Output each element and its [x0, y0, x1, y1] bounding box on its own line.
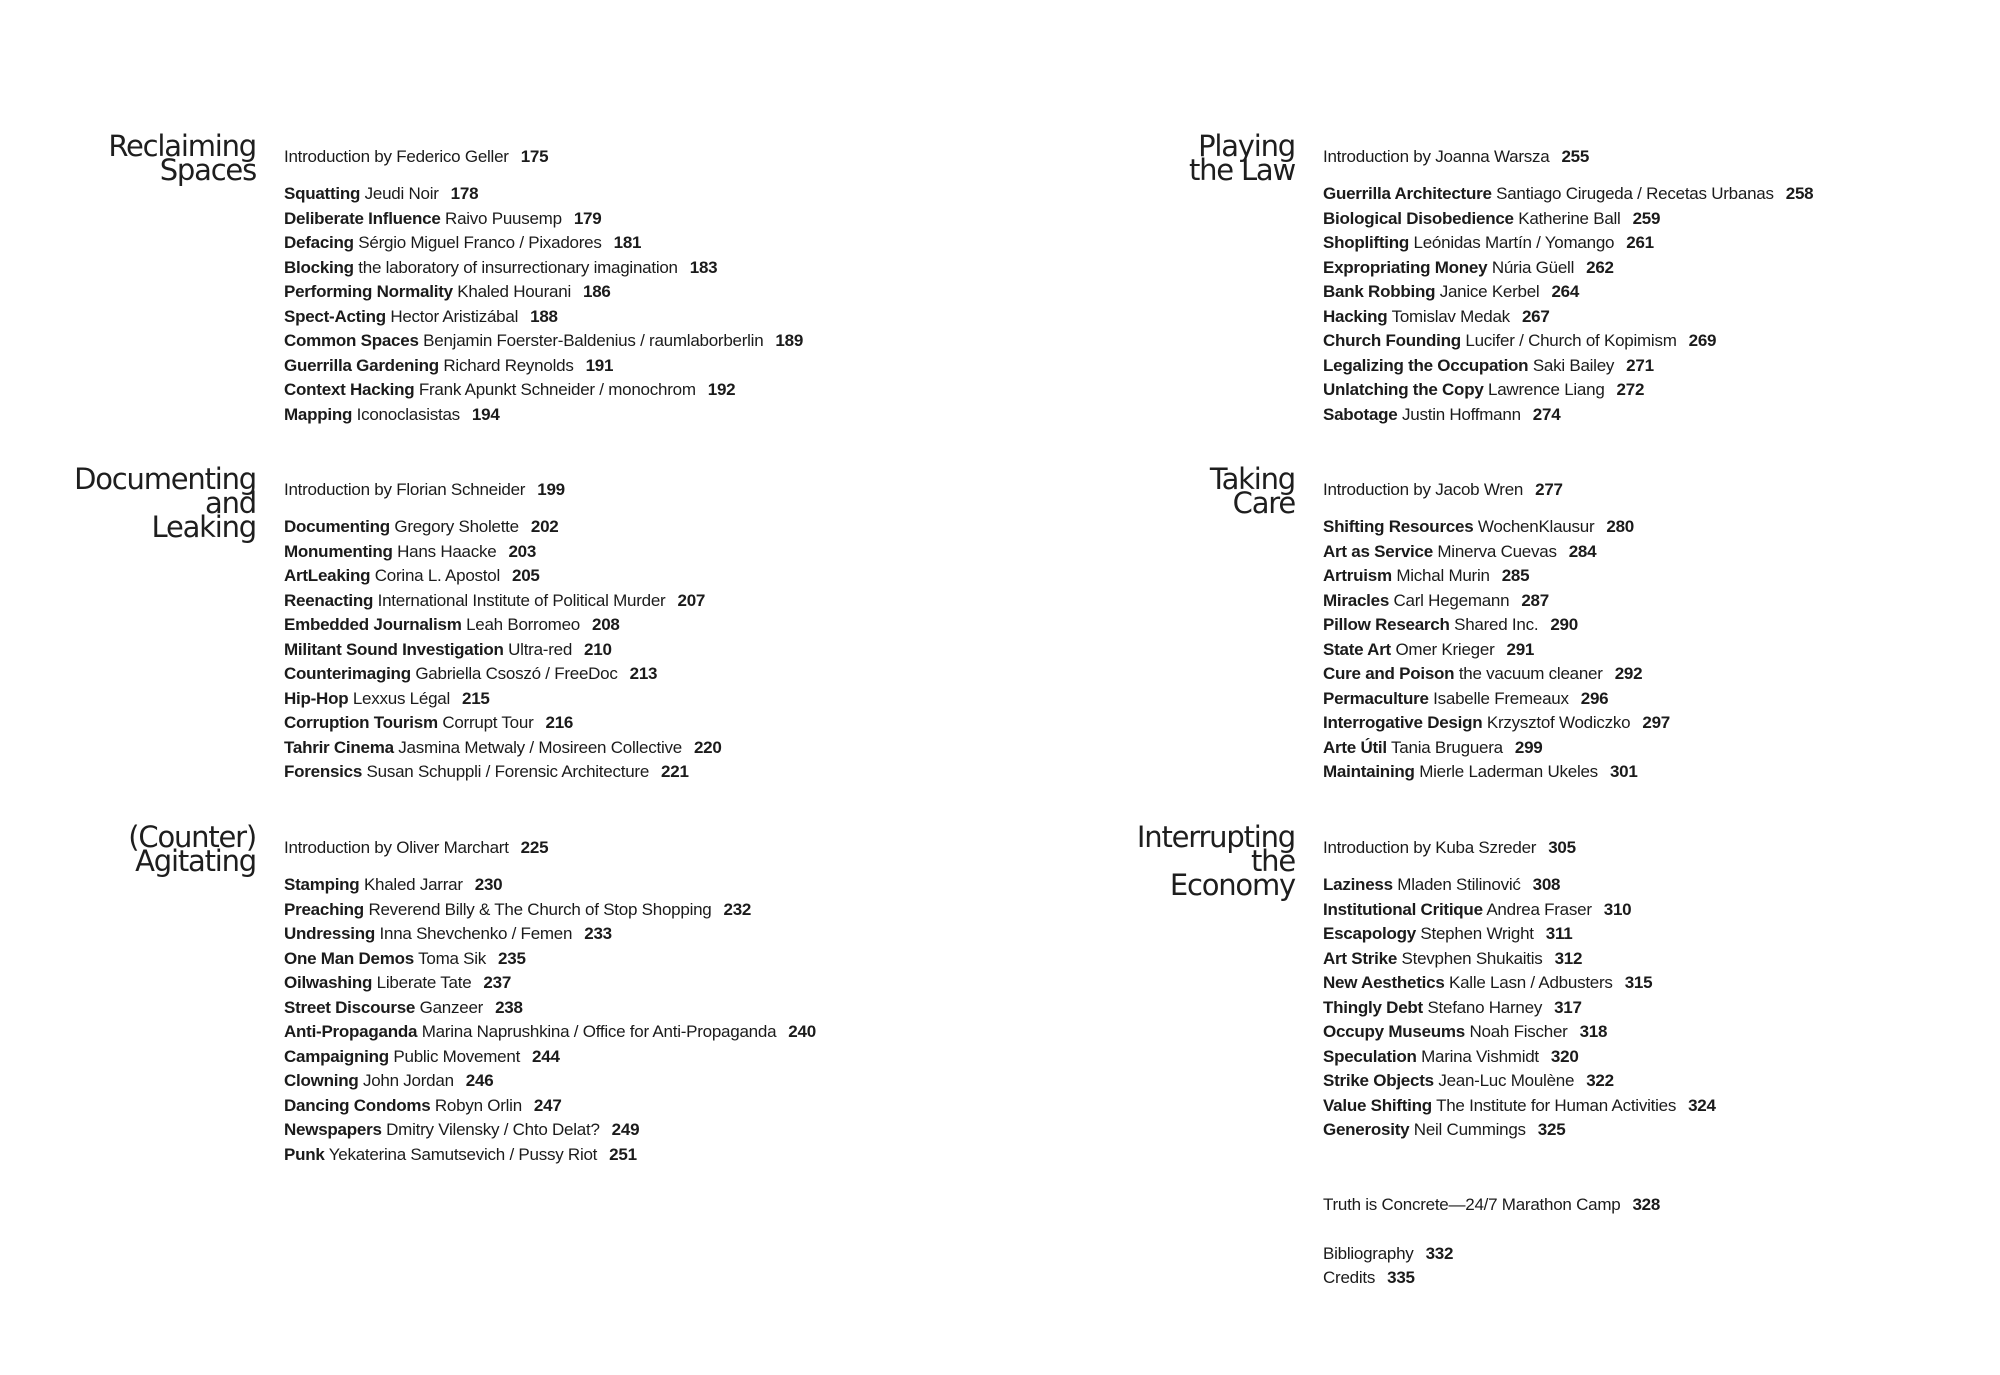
list-item: Thingly Debt Stefano Harney 317 [1323, 997, 1582, 1017]
section-intro: Introduction by Joanna Warsza 255 [1323, 147, 1590, 166]
list-item: Interrogative Design Krzysztof Wodiczko 297 [1323, 713, 1670, 732]
list-item: Value Shifting The Institute for Human Activities 324 [1323, 1095, 1716, 1115]
list-item: Defacing Sérgio Miguel Franco / Pixadores 181 [284, 233, 642, 252]
section-title: Playing the Law [1188, 129, 1295, 187]
list-item: Shoplifting Leónidas Martín / Yomango 261 [1323, 233, 1654, 252]
list-item: Street Discourse Ganzeer 238 [284, 997, 523, 1017]
toc-section-taking-care [1209, 462, 1963, 785]
list-item: Arte Útil Tania Bruguera 299 [1323, 737, 1543, 757]
list-item: Cure and Poison the vacuum cleaner 292 [1323, 664, 1643, 683]
list-item: Expropriating Money Núria Güell 262 [1323, 257, 1614, 277]
list-item: Shifting Resources WochenKlausur 280 [1323, 517, 1634, 536]
list-item: Pillow Research Shared Inc. 290 [1323, 615, 1578, 634]
toc-section-documenting-and-leaking [74, 462, 1244, 785]
list-item: New Aesthetics Kalle Lasn / Adbusters 315 [1323, 973, 1653, 992]
list-item: Maintaining Mierle Laderman Ukeles 301 [1323, 762, 1638, 781]
list-item: Guerrilla Architecture Santiago Cirugeda / Recetas Urbanas 258 [1323, 184, 1814, 203]
marathon-camp-entry: Truth is Concrete—24/7 Marathon Camp 328 [1323, 1195, 1661, 1214]
list-item: Counterimaging Gabriella Csoszó / FreeDoc 213 [284, 664, 658, 683]
section-intro: Introduction by Kuba Szreder 305 [1323, 838, 1576, 857]
list-item: Blocking the laboratory of insurrectionary imagination 183 [284, 257, 718, 277]
list-item: Reenacting International Institute of Political Murder 207 [284, 590, 706, 610]
bibliography-entry: Bibliography 332 [1323, 1243, 1454, 1263]
list-item: ArtLeaking Corina L. Apostol 205 [284, 566, 540, 585]
section-intro: Introduction by Federico Geller 175 [284, 147, 549, 166]
list-item: Mapping Iconoclasistas 194 [284, 404, 500, 424]
toc-section-playing-the-law [1188, 129, 1963, 427]
list-item: Anti-Propaganda Marina Naprushkina / Office for Anti-Propaganda 240 [284, 1022, 816, 1041]
list-item: Context Hacking Frank Apunkt Schneider / monochrom 192 [284, 380, 736, 399]
list-item: Squatting Jeudi Noir 178 [284, 184, 479, 203]
section-title: Documenting and Leaking [74, 462, 256, 544]
list-item: Escapology Stephen Wright 311 [1323, 924, 1573, 943]
list-item: Generosity Neil Cummings 325 [1323, 1120, 1566, 1139]
list-item: Strike Objects Jean-Luc Moulène 322 [1323, 1071, 1614, 1090]
list-item: Tahrir Cinema Jasmina Metwaly / Mosireen Collective 220 [284, 737, 722, 757]
list-item: Spect-Acting Hector Aristizábal 188 [284, 306, 558, 326]
list-item: Preaching Reverend Billy & The Church of Stop Shopping 232 [284, 899, 752, 919]
list-item: Hip-Hop Lexxus Légal 215 [284, 688, 490, 708]
list-item: Art Strike Stevphen Shukaitis 312 [1323, 948, 1583, 968]
list-item: Undressing Inna Shevchenko / Femen 233 [284, 924, 612, 943]
list-item: Biological Disobedience Katherine Ball 259 [1323, 208, 1661, 228]
section-title: Taking Care [1209, 462, 1295, 520]
list-item: Deliberate Influence Raivo Puusemp 179 [284, 208, 602, 228]
list-item: Sabotage Justin Hoffmann 274 [1323, 404, 1561, 424]
list-item: Speculation Marina Vishmidt 320 [1323, 1046, 1579, 1066]
section-title: Reclaiming Spaces [108, 129, 256, 187]
list-item: Campaigning Public Movement 244 [284, 1046, 560, 1066]
list-item: Legalizing the Occupation Saki Bailey 271 [1323, 355, 1654, 375]
list-item: Documenting Gregory Sholette 202 [284, 517, 559, 536]
list-item: Church Founding Lucifer / Church of Kopimism 269 [1323, 331, 1717, 350]
list-item: Institutional Critique Andrea Fraser 310 [1323, 899, 1632, 919]
list-item: Oilwashing Liberate Tate 237 [284, 973, 512, 992]
list-item: Hacking Tomislav Medak 267 [1323, 306, 1550, 326]
entry-list [284, 145, 1244, 427]
credits-entry: Credits 335 [1323, 1268, 1415, 1287]
entry-list [1323, 145, 1963, 427]
list-item: Artruism Michal Murin 285 [1323, 566, 1530, 585]
list-item: Embedded Journalism Leah Borromeo 208 [284, 615, 620, 634]
list-item: One Man Demos Toma Sik 235 [284, 948, 526, 968]
list-item: Bank Robbing Janice Kerbel 264 [1323, 282, 1580, 301]
entry-list [284, 478, 1244, 785]
list-item: Guerrilla Gardening Richard Reynolds 191 [284, 355, 614, 375]
list-item: Militant Sound Investigation Ultra-red 210 [284, 639, 612, 659]
list-item: Newspapers Dmitry Vilensky / Chto Delat? 249 [284, 1120, 640, 1139]
list-item: Laziness Mladen Stilinović 308 [1323, 875, 1561, 894]
list-item: Dancing Condoms Robyn Orlin 247 [284, 1095, 562, 1115]
list-item: Stamping Khaled Jarrar 230 [284, 875, 503, 894]
list-item: Corruption Tourism Corrupt Tour 216 [284, 713, 574, 732]
list-item: Unlatching the Copy Lawrence Liang 272 [1323, 380, 1645, 399]
list-item: Monumenting Hans Haacke 203 [284, 541, 537, 561]
section-intro: Introduction by Florian Schneider 199 [284, 480, 565, 499]
back-matter [1323, 1193, 1660, 1291]
list-item: Permaculture Isabelle Fremeaux 296 [1323, 688, 1609, 708]
section-title: Interrupting the Economy [1136, 820, 1295, 902]
toc-section-interrupting-the-economy [1136, 820, 1963, 1143]
section-title: (Counter) Agitating [128, 820, 256, 878]
list-item: Common Spaces Benjamin Foerster-Baldenius / raumlaborberlin 189 [284, 331, 804, 350]
section-intro: Introduction by Oliver Marchart 225 [284, 838, 549, 857]
list-item: Forensics Susan Schuppli / Forensic Architecture 221 [284, 762, 689, 781]
list-item: Miracles Carl Hegemann 287 [1323, 590, 1549, 610]
list-item: Performing Normality Khaled Hourani 186 [284, 282, 611, 301]
list-item: Punk Yekaterina Samutsevich / Pussy Riot 251 [284, 1144, 637, 1164]
list-item: State Art Omer Krieger 291 [1323, 639, 1535, 659]
entry-list [1323, 836, 1963, 1143]
list-item: Art as Service Minerva Cuevas 284 [1323, 541, 1597, 561]
section-intro: Introduction by Jacob Wren 277 [1323, 480, 1563, 499]
list-item: Occupy Museums Noah Fischer 318 [1323, 1022, 1608, 1041]
spacer [1323, 1218, 1660, 1242]
entry-list [1323, 478, 1963, 785]
list-item: Clowning John Jordan 246 [284, 1071, 494, 1090]
